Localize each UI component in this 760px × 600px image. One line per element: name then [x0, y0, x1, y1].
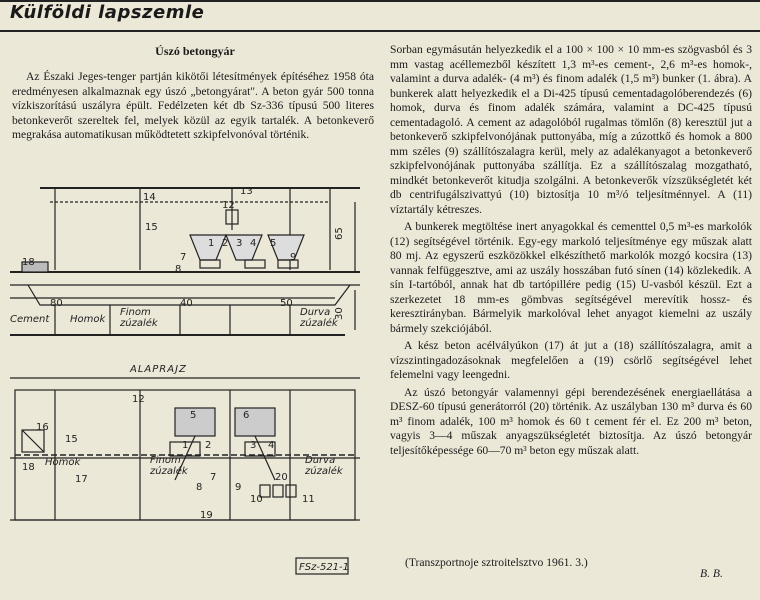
source-citation: (Transzportnoje sztroitelsztvo 1961. 3.) — [405, 556, 588, 569]
svg-text:16: 16 — [36, 422, 49, 433]
svg-text:1: 1 — [208, 238, 215, 249]
svg-text:10: 10 — [250, 494, 263, 505]
svg-text:7: 7 — [210, 472, 217, 483]
svg-text:30: 30 — [334, 307, 345, 320]
svg-text:1: 1 — [182, 440, 189, 451]
svg-text:50: 50 — [280, 298, 293, 309]
header-rule — [0, 30, 760, 32]
svg-text:18: 18 — [22, 257, 35, 268]
svg-text:zúzalék: zúzalék — [300, 318, 338, 329]
right-paragraph-4: Az úszó betongyár valamennyi gépi berendezésének energiaellátása a DESZ-60 típusú generátorról (20) történik. Az uszályban 130 m³ durva és 60 m³ finom adalék, 100 m³ homok és 60 t cement fér el. Ez 200 m³ beton, vagyis 3—4 műszak anyagszükségletét biztosítja. Az úszó betongyár teljesítőképessége 60—70 m³ beton egy műszak alatt. — [390, 385, 752, 457]
svg-text:4: 4 — [250, 238, 257, 249]
svg-text:3: 3 — [236, 238, 243, 249]
svg-text:zúzalék: zúzalék — [150, 466, 188, 477]
right-paragraph-1: Sorban egymásután helyezkedik el a 100 × 100 × 10 mm-es szögvasból és 3 mm vastag acéllemezből készített 1,3 m³-es cement-, 2,6 m³-es homok-, valamint a durva adalék- (4 m³) és finom adalék (1,5 m³) bunker (1. ábra). A bunkerek alatt helyezkedik el a Di-425 típusú cementadagolóberendezés (6) homok, durva és finom adalék számára, valamint a DC-425 típusú cementadagoló. A cement az adagolóból rugalmas tömlőn (8) keresztül jut a betonkeverő szkipfelvonójának puttonyába, míg a zúzottkő és homok a 800 mm széles (9) szállítószalagra kerül, mely az adalékanyagot a betonkeverő szkipfelvonójának puttonyába szállítja. Ez a szállítószalag mozgatható, mindkét betonkeverőt kitudja szolgálni. A betonkeverők vízszükségletét két db centrifugálszivattyú (10) biztosítja 10 m³/ó teljesítménnyel. A (11) víztartály kétreszes. — [390, 43, 752, 216]
svg-text:Finom: Finom — [150, 455, 181, 466]
section-header: Külföldi lapszemle — [10, 2, 205, 23]
right-paragraph-2: A bunkerek megtöltése inert anyagokkal és cementtel 0,5 m³-es markolók (12) segítségével történik. Egy-egy markoló teljesítménye egy műszak alatt 80 mj. Az egyszerű eszközökkel elkészíthető markolók mozgó kocsira (13) vannak felfüggesztve, ami az uszály hosszában futó sínen (14) közlekedik. A sín I-tartóból, annak hat db tartópillére pedig (15) U-vasból készül. Ezt a szerkezetet 18 mm-es gömbvas segítségével merevítik hossz- és keresztirányban. Bármelyik markolóval lehet anyagot kiemelni az uszály bármely szekciójából. — [390, 220, 752, 335]
svg-text:Cement: Cement — [10, 314, 50, 325]
svg-text:40: 40 — [180, 298, 193, 309]
left-paragraph: Az Északi Jeges-tenger partján kikötői létesítmények építéséhez 1958 óta eredményesen alkalmaznak egy úszó „betongyárat". A beton gyár 500 tonna vízkiszorítású uszályra épült. Fedélzeten két db Sz-336 típusú 500 literes betonkeverőt szereltek fel, melyek közül az egyik tartalék. A betonkeverő megrakása automatikusan működtetett szkipfelvonóval történik. — [12, 70, 374, 141]
svg-text:14: 14 — [143, 192, 156, 203]
svg-text:65: 65 — [334, 227, 345, 240]
svg-text:2: 2 — [222, 238, 229, 249]
svg-text:12: 12 — [132, 394, 145, 405]
svg-text:20: 20 — [275, 472, 288, 483]
right-paragraph-3: A kész beton acélvályúkon (17) át jut a (18) szállítószalagra, amit a vízszintingadozásoknak megfelelően a (19) csörlő segítségével lehet felemelni vagy leengedni. — [390, 339, 752, 381]
svg-text:8: 8 — [175, 264, 182, 275]
svg-text:19: 19 — [200, 510, 213, 521]
svg-text:5: 5 — [270, 238, 277, 249]
svg-text:Finom: Finom — [120, 307, 151, 318]
article-title: Úszó betongyár — [155, 44, 235, 58]
svg-text:11: 11 — [302, 494, 315, 505]
author-initials: B. B. — [700, 567, 723, 580]
svg-text:FSz-521-1: FSz-521-1 — [299, 562, 350, 573]
svg-text:6: 6 — [243, 410, 250, 421]
svg-text:9: 9 — [290, 252, 297, 263]
svg-text:15: 15 — [65, 434, 78, 445]
svg-text:3: 3 — [250, 440, 257, 451]
svg-text:8: 8 — [196, 482, 203, 493]
svg-text:7: 7 — [180, 252, 187, 263]
svg-text:4: 4 — [268, 440, 275, 451]
figure-diagram — [0, 180, 384, 580]
svg-text:15: 15 — [145, 222, 158, 233]
svg-text:5: 5 — [190, 410, 197, 421]
svg-text:13: 13 — [240, 186, 253, 197]
svg-text:Durva: Durva — [300, 307, 331, 318]
right-column — [390, 43, 752, 461]
svg-text:ALAPRAJZ: ALAPRAJZ — [130, 364, 187, 375]
svg-text:zúzalék: zúzalék — [120, 318, 158, 329]
svg-text:17: 17 — [75, 474, 88, 485]
svg-text:Homok: Homok — [45, 457, 81, 468]
svg-text:9: 9 — [235, 482, 242, 493]
svg-text:2: 2 — [205, 440, 212, 451]
svg-text:12: 12 — [222, 200, 235, 211]
svg-text:zúzalék: zúzalék — [305, 466, 343, 477]
svg-text:18: 18 — [22, 462, 35, 473]
svg-text:80: 80 — [50, 298, 63, 309]
svg-text:Homok: Homok — [70, 314, 106, 325]
svg-text:Durva: Durva — [305, 455, 336, 466]
